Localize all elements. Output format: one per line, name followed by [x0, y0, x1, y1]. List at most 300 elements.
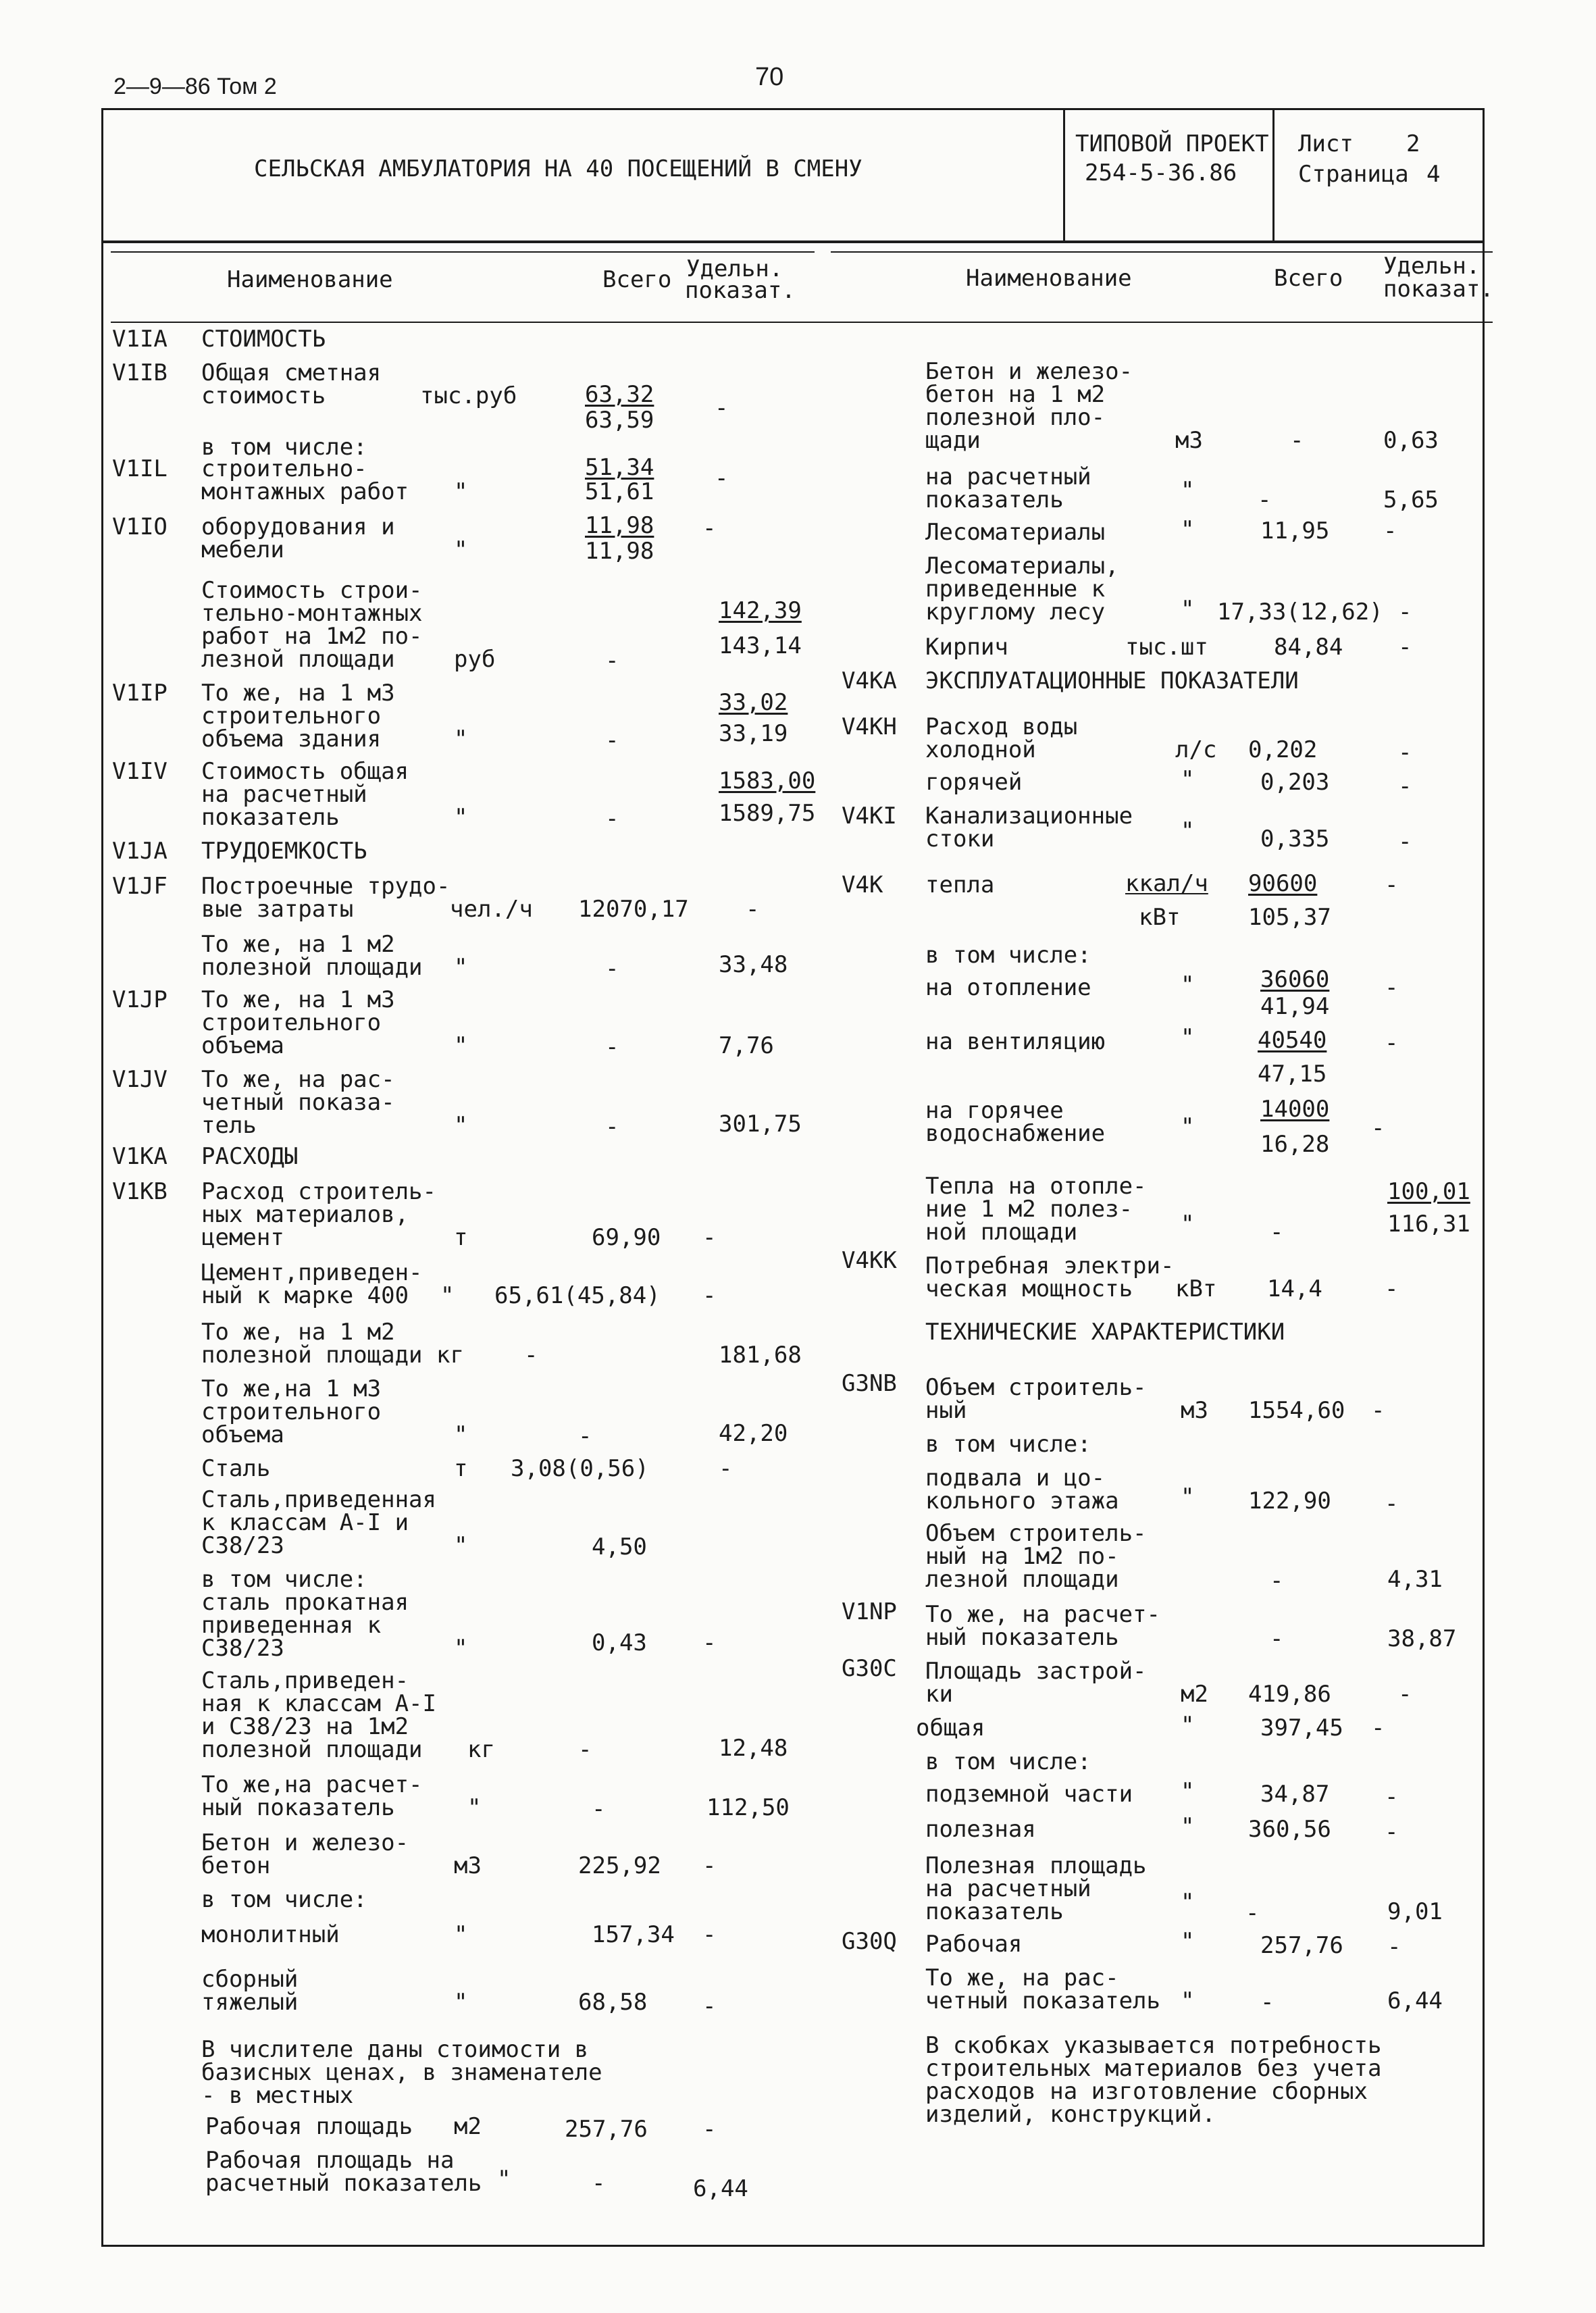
row-label: полезной площади кг — [201, 1342, 464, 1369]
unit: " — [1181, 1211, 1195, 1238]
total: 14,4 — [1267, 1275, 1322, 1302]
document-title: СЕЛЬСКАЯ АМБУЛАТОРИЯ НА 40 ПОСЕЩЕНИЙ В СМЕНУ — [254, 155, 863, 182]
row-label: Рабочая — [925, 1931, 1023, 1958]
note-line: строительных материалов без учета — [925, 2055, 1382, 2082]
row-label: То же, на 1 м3 — [201, 680, 395, 707]
total: - — [1245, 1900, 1260, 1927]
specific: - — [719, 1455, 733, 1482]
row-label: ный к марке 400 — [201, 1282, 409, 1309]
row-label: Лесоматериалы — [925, 519, 1106, 546]
unit: м3 — [1181, 1397, 1208, 1424]
page-label: Страница — [1298, 161, 1409, 188]
total-numerator: 90600 — [1248, 870, 1318, 897]
specific: - — [1385, 1490, 1399, 1517]
row-label: Расход строитель- — [201, 1178, 436, 1205]
total: 34,87 — [1260, 1781, 1330, 1808]
row-label: Стоимость строи- — [201, 577, 423, 604]
row-label: строительного — [201, 1009, 382, 1036]
total: - — [605, 727, 619, 754]
row-label: То же,на 1 м3 — [201, 1375, 382, 1402]
unit: " — [1181, 477, 1195, 504]
unit: " — [1181, 1483, 1195, 1510]
row-label: подземной части — [925, 1781, 1133, 1808]
row-label: на расчетный — [925, 1875, 1091, 1902]
specific: 5,65 — [1383, 486, 1439, 513]
row-label: Сталь,приведенная — [201, 1486, 436, 1513]
row-label: работ на 1м2 по- — [201, 623, 423, 650]
col-total-left: Всего — [602, 266, 672, 293]
code: V1IL — [112, 455, 168, 482]
row-label: подвала и цо- — [925, 1465, 1106, 1492]
row-label: Объем строитель- — [925, 1520, 1147, 1547]
row-label: То же, на рас- — [925, 1964, 1119, 1991]
row-label: монолитный — [201, 1921, 340, 1948]
total: 397,45 — [1260, 1714, 1343, 1742]
code: V4KH — [842, 713, 897, 740]
total: - — [524, 1342, 538, 1369]
row-label: Построечные трудо- — [201, 873, 451, 900]
total: 4,50 — [592, 1533, 647, 1560]
code: G30C — [842, 1655, 897, 1682]
note-line: изделий, конструкций. — [925, 2101, 1216, 2128]
specific-denominator: 1589,75 — [719, 800, 816, 827]
total-numerator: 63,32 — [585, 381, 654, 408]
table-header-rule — [111, 322, 1493, 323]
sheet-value: 2 — [1406, 130, 1420, 157]
row-label: мебели — [201, 536, 284, 563]
total: 84,84 — [1274, 634, 1343, 661]
code: V1IP — [112, 680, 168, 707]
specific: - — [1385, 974, 1399, 1001]
total: - — [1290, 427, 1304, 454]
unit: " — [454, 536, 468, 563]
unit: ккал/ч — [1125, 870, 1208, 897]
row-label: С38/23 — [201, 1635, 284, 1662]
row-label: на вентиляцию — [925, 1028, 1106, 1055]
row-label: в том числе: — [925, 1748, 1091, 1775]
total: 257,76 — [1260, 1932, 1343, 1959]
total: 0,202 — [1248, 736, 1318, 763]
sheet-label: Лист — [1298, 130, 1354, 157]
total: - — [578, 1736, 592, 1763]
specific: 42,20 — [719, 1420, 788, 1447]
total: - — [592, 1796, 606, 1823]
code: V1KA — [112, 1143, 168, 1170]
unit: " — [454, 804, 468, 831]
unit: руб — [454, 646, 496, 673]
total: - — [1270, 1219, 1284, 1246]
unit: " — [454, 954, 468, 981]
note-line: В скобках указывается потребность — [925, 2032, 1382, 2059]
row-label: Общая сметная — [201, 359, 382, 386]
total: - — [605, 647, 619, 674]
title-block-sep-2 — [1272, 108, 1275, 240]
row-label: в том числе: — [201, 434, 367, 461]
row-label: вые затраты — [201, 896, 354, 923]
row-label: показатель — [925, 486, 1064, 513]
total: 69,90 — [592, 1224, 661, 1251]
total-denominator: 47,15 — [1258, 1061, 1327, 1088]
specific-numerator: 142,39 — [719, 597, 802, 624]
specific: - — [1385, 1819, 1399, 1846]
specific: - — [702, 1224, 717, 1251]
total: 11,95 — [1260, 517, 1330, 544]
total: 0,335 — [1260, 825, 1330, 853]
unit: " — [1181, 1813, 1195, 1840]
row-label: ный показатель — [925, 1624, 1119, 1651]
unit: " — [440, 1282, 455, 1309]
row-label: Полезная площадь — [925, 1852, 1147, 1879]
total-numerator: 11,98 — [585, 512, 654, 539]
row-label: ки — [925, 1681, 953, 1708]
total: - — [1260, 1989, 1275, 2016]
row-label: То же, на 1 м2 — [201, 1319, 395, 1346]
unit: " — [454, 1989, 468, 2016]
row-label: Лесоматериалы, — [925, 553, 1119, 580]
row-label: и С38/23 на 1м2 — [201, 1713, 409, 1740]
row-label: тяжелый — [201, 1989, 299, 2016]
row-label: Тепла на отопле- — [925, 1173, 1147, 1200]
section-heading: ЭКСПЛУАТАЦИОННЫЕ ПОКАЗАТЕЛИ — [925, 667, 1299, 694]
row-label: С38/23 — [201, 1532, 284, 1559]
total: - — [592, 2170, 606, 2197]
total-denominator: 41,94 — [1260, 993, 1330, 1020]
col-spec2-right: показат. — [1383, 276, 1494, 303]
unit: м2 — [1181, 1681, 1208, 1708]
unit: " — [454, 478, 468, 505]
unit: " — [1181, 971, 1195, 998]
row-label: полезная — [925, 1816, 1036, 1843]
total: 68,58 — [578, 1989, 648, 2016]
total: 12070,17 — [578, 896, 689, 923]
unit: " — [1181, 1889, 1195, 1916]
row-label: Канализационные — [925, 803, 1133, 830]
specific: - — [1371, 1714, 1385, 1742]
row-label: Сталь — [201, 1455, 271, 1482]
row-label: на расчетный — [925, 463, 1091, 490]
row-label: приведенные к — [925, 576, 1106, 603]
specific: - — [1371, 1115, 1385, 1142]
row-label: ной площади — [925, 1219, 1078, 1246]
total: - — [1258, 486, 1272, 513]
specific-denominator: 33,19 — [719, 720, 788, 747]
col-total-right: Всего — [1274, 265, 1343, 292]
row-label: ние 1 м2 полез- — [925, 1196, 1133, 1223]
total-numerator: 14000 — [1260, 1096, 1330, 1123]
row-label: То же, на рас- — [201, 1066, 395, 1093]
code: V1NP — [842, 1598, 897, 1625]
row-label: показатель — [925, 1898, 1064, 1925]
specific: 301,75 — [719, 1111, 802, 1138]
code: V1IA — [112, 326, 168, 353]
code: V1IV — [112, 758, 168, 785]
unit: тыс.шт — [1125, 634, 1208, 661]
title-block-sep-1 — [1063, 108, 1065, 240]
code: V4KK — [842, 1247, 897, 1274]
specific: 0,63 — [1383, 427, 1439, 454]
section-heading: РАСХОДЫ — [201, 1143, 299, 1170]
row-label: полезной площади — [201, 954, 423, 981]
unit: " — [467, 1794, 482, 1821]
unit: " — [1181, 1113, 1195, 1140]
note-line: В числителе даны стоимости в — [201, 2036, 589, 2063]
total: - — [578, 1423, 592, 1450]
row-label: общая — [916, 1714, 985, 1742]
total: - — [605, 1034, 619, 1061]
total-denominator: 63,59 — [585, 407, 654, 434]
specific: - — [702, 1993, 717, 2020]
doc-ref: 2—9—86 Том 2 — [113, 74, 277, 99]
row-label: кольного этажа — [925, 1488, 1119, 1515]
unit: т — [454, 1455, 468, 1482]
row-label: щади — [925, 427, 981, 454]
specific: - — [1398, 1681, 1412, 1708]
specific: - — [1385, 871, 1399, 898]
row-label: Рабочая площадь на — [205, 2147, 455, 2174]
specific: - — [1385, 1783, 1399, 1810]
unit: " — [1181, 1712, 1195, 1739]
specific: - — [702, 1852, 717, 1879]
row-label: расчетный показатель — [205, 2170, 482, 2197]
section-heading: СТОИМОСТЬ — [201, 326, 326, 353]
row-label: тель — [201, 1112, 257, 1139]
total-denominator: 16,28 — [1260, 1131, 1330, 1158]
code: V4KI — [842, 803, 897, 830]
row-label: к классам А-I и — [201, 1509, 409, 1536]
unit: " — [454, 1635, 468, 1662]
unit: т — [454, 1224, 468, 1251]
specific: 6,44 — [1387, 1987, 1443, 2014]
note-line: расходов на изготовление сборных — [925, 2078, 1368, 2105]
unit: м3 — [1175, 427, 1203, 454]
specific: - — [702, 1921, 717, 1948]
specific: - — [1385, 1030, 1399, 1057]
unit: " — [1181, 1987, 1195, 2014]
total: - — [605, 1113, 619, 1140]
col-spec1-right: Удельн. — [1383, 253, 1481, 280]
row-label: То же, на 1 м2 — [201, 931, 395, 958]
code: G3NB — [842, 1370, 897, 1397]
unit: " — [1181, 766, 1195, 793]
unit: " — [497, 2166, 511, 2193]
total: 0,203 — [1260, 769, 1330, 796]
note-line: - в местных — [201, 2082, 354, 2109]
total: 65,61(45,84) — [494, 1282, 661, 1309]
note-line: базисных ценах, в знаменателе — [201, 2059, 602, 2086]
specific: - — [702, 2116, 717, 2143]
specific-denominator: 116,31 — [1387, 1211, 1470, 1238]
row-label: ная к классам А-I — [201, 1690, 436, 1717]
unit: " — [1181, 516, 1195, 543]
code: V1IO — [112, 513, 168, 540]
code: V1JP — [112, 986, 168, 1013]
row-label: Расход воды — [925, 713, 1078, 740]
total: 17,33(12,62) — [1217, 599, 1383, 626]
row-label: Объем строитель- — [925, 1374, 1147, 1401]
total: 0,43 — [592, 1629, 647, 1656]
row-label: приведенная к — [201, 1612, 382, 1639]
specific: 7,76 — [719, 1032, 774, 1059]
unit: " — [1181, 596, 1195, 623]
specific-numerator: 1583,00 — [719, 767, 816, 794]
row-label: Бетон и железо- — [201, 1829, 409, 1856]
specific: - — [702, 515, 717, 542]
total: 257,76 — [565, 2116, 648, 2143]
unit: м2 — [454, 2113, 482, 2140]
unit: " — [454, 1112, 468, 1139]
specific: - — [715, 395, 729, 422]
page-number: 70 — [755, 63, 784, 91]
row-label: водоснабжение — [925, 1120, 1106, 1147]
row-label: холодной — [925, 736, 1036, 763]
row-label: цемент — [201, 1224, 284, 1251]
row-label: на горячее — [925, 1097, 1064, 1124]
project-label: ТИПОВОЙ ПРОЕКТ — [1075, 130, 1269, 157]
specific: 6,44 — [693, 2175, 748, 2202]
row-label: бетон — [201, 1852, 271, 1879]
total: 157,34 — [592, 1921, 675, 1948]
row-label: оборудования и — [201, 513, 395, 540]
specific: 12,48 — [719, 1735, 788, 1762]
specific: - — [1398, 739, 1412, 766]
unit: м3 — [454, 1852, 482, 1879]
row-label: объема — [201, 1421, 284, 1448]
row-label: Бетон и железо- — [925, 358, 1133, 385]
unit: " — [454, 1032, 468, 1059]
row-label: То же, на расчет- — [925, 1601, 1160, 1628]
total: 1554,60 — [1248, 1397, 1345, 1424]
specific: - — [1398, 828, 1412, 855]
row-label: в том числе: — [201, 1566, 367, 1593]
unit: кг — [467, 1736, 495, 1763]
row-label: Площадь застрой- — [925, 1658, 1147, 1685]
total: 419,86 — [1248, 1681, 1331, 1708]
total: - — [605, 955, 619, 982]
row-label: показатель — [201, 804, 340, 831]
specific: - — [1398, 599, 1412, 626]
row-label: сталь прокатная — [201, 1589, 409, 1616]
specific: 181,68 — [719, 1342, 802, 1369]
total: - — [605, 805, 619, 832]
row-label: ных материалов, — [201, 1201, 409, 1228]
row-label: полезной площади — [201, 1736, 423, 1763]
row-label: ный показатель — [201, 1794, 395, 1821]
row-label: тепла — [925, 871, 995, 898]
row-label: То же, на 1 м3 — [201, 986, 395, 1013]
row-label: Цемент,приведен- — [201, 1259, 423, 1286]
row-label: объема — [201, 1032, 284, 1059]
total: 3,08(0,56) — [511, 1455, 649, 1482]
row-label: четный показатель — [925, 1987, 1160, 2014]
specific: 4,31 — [1387, 1566, 1443, 1593]
row-label: ный — [925, 1397, 967, 1424]
total-numerator: 51,34 — [585, 454, 654, 481]
code: V4K — [842, 871, 883, 898]
unit-secondary: кВт — [1139, 904, 1181, 931]
total-numerator: 40540 — [1258, 1027, 1327, 1054]
unit: " — [454, 1532, 468, 1559]
total: 360,56 — [1248, 1816, 1331, 1843]
specific-denominator: 143,14 — [719, 632, 802, 659]
code: V1JF — [112, 873, 168, 900]
unit: " — [1181, 1928, 1195, 1955]
unit: " — [1181, 817, 1195, 844]
specific-numerator: 100,01 — [1387, 1178, 1470, 1205]
specific: - — [746, 896, 760, 923]
row-label: стоки — [925, 825, 995, 853]
total-denominator: 11,98 — [585, 538, 654, 565]
code: V1JV — [112, 1066, 168, 1093]
row-label: Сталь,приведен- — [201, 1667, 409, 1694]
row-label: в том числе: — [201, 1886, 367, 1913]
row-label: бетон на 1 м2 — [925, 381, 1106, 408]
col-spec2-left: показат. — [685, 277, 796, 304]
row-label: круглому лесу — [925, 599, 1106, 626]
row-label: полезной пло- — [925, 404, 1106, 431]
row-label: тельно-монтажных — [201, 600, 423, 627]
row-label: ческая мощность — [925, 1275, 1133, 1302]
row-label: ный на 1м2 по- — [925, 1543, 1119, 1570]
row-label: горячей — [925, 769, 1023, 796]
total-denominator: 51,61 — [585, 478, 654, 505]
row-label: Кирпич — [925, 634, 1008, 661]
specific: 112,50 — [706, 1794, 790, 1821]
row-label: Стоимость общая — [201, 758, 409, 785]
row-label: четный показа- — [201, 1089, 395, 1116]
specific: - — [702, 1629, 717, 1656]
specific: 9,01 — [1387, 1898, 1443, 1925]
row-label: строительного — [201, 1398, 382, 1425]
code: V1IB — [112, 359, 168, 386]
specific: - — [1383, 517, 1397, 544]
specific: - — [702, 1282, 717, 1309]
code: V1KB — [112, 1178, 168, 1205]
unit: " — [1181, 1778, 1195, 1805]
row-label: строительного — [201, 703, 382, 730]
specific: - — [1385, 1275, 1399, 1302]
table-top-rule — [111, 251, 815, 253]
row-label: на отопление — [925, 974, 1091, 1001]
title-block-divider — [101, 240, 1483, 243]
unit: л/с — [1175, 736, 1217, 763]
row-label: строительно- — [201, 455, 367, 482]
code: V1JA — [112, 838, 168, 865]
col-spec1-left: Удельн. — [686, 255, 783, 282]
row-label: объема здания — [201, 726, 382, 753]
unit: " — [454, 1921, 468, 1948]
specific-numerator: 33,02 — [719, 689, 788, 716]
row-label: в том числе: — [925, 1431, 1091, 1458]
row-label: в том числе: — [925, 942, 1091, 969]
col-name-right: Наименование — [966, 265, 1132, 292]
specific: - — [1371, 1397, 1385, 1424]
row-label: стоимость — [201, 382, 326, 409]
specific: - — [1398, 634, 1412, 661]
code: G30Q — [842, 1928, 897, 1955]
project-code: 254-5-36.86 — [1085, 159, 1237, 186]
unit: " — [454, 1421, 468, 1448]
total: - — [1270, 1567, 1284, 1594]
total: 225,92 — [578, 1852, 661, 1879]
row-label: лезной площади — [925, 1566, 1119, 1593]
section-heading: ТРУДОЕМКОСТЬ — [201, 838, 367, 865]
unit: тыс.руб — [420, 382, 517, 409]
total-numerator: 36060 — [1260, 966, 1330, 993]
specific: - — [1387, 1933, 1401, 1960]
code: V4KA — [842, 667, 897, 694]
total: 122,90 — [1248, 1488, 1331, 1515]
row-label: монтажных работ — [201, 478, 409, 505]
